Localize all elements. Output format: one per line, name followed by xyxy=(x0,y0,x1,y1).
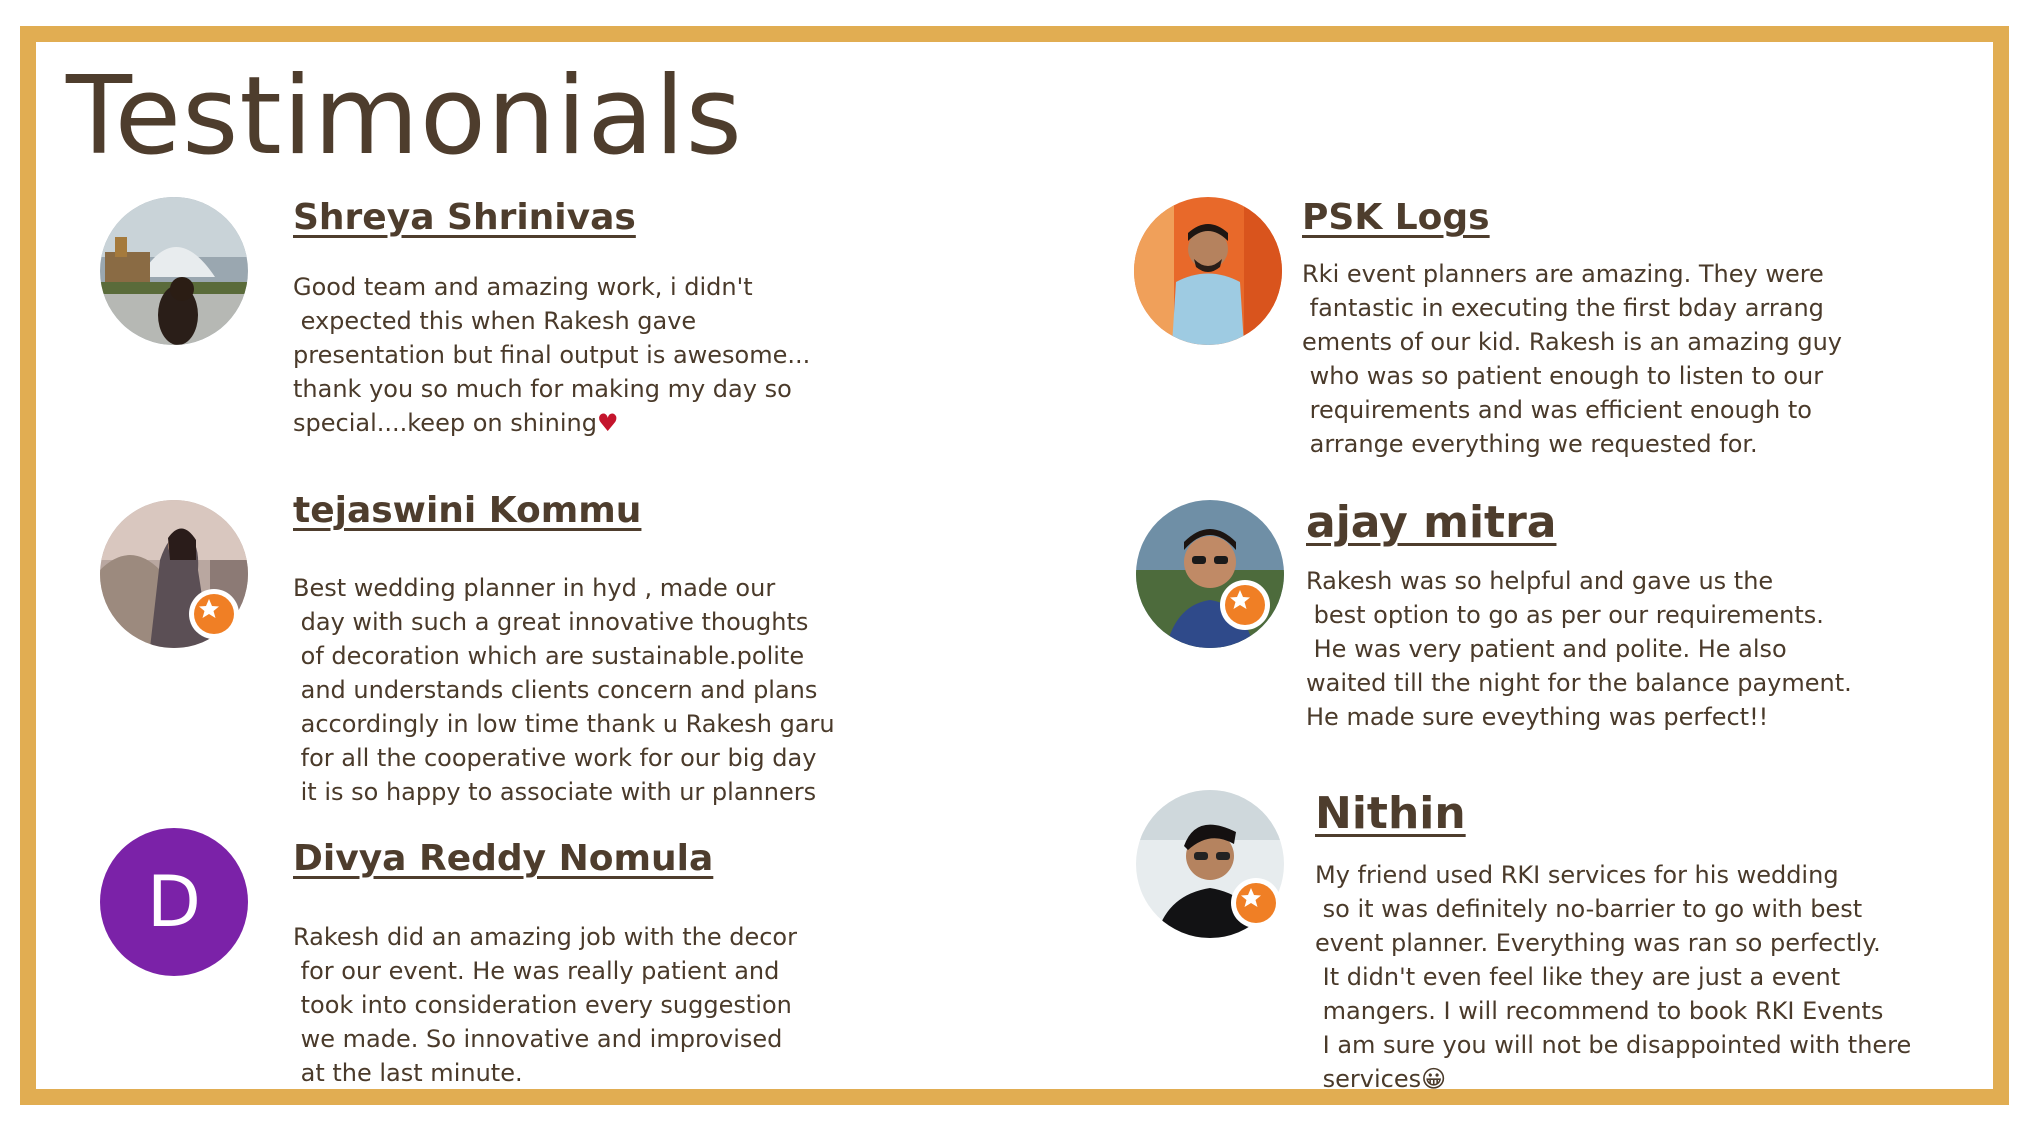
reviewer-name-tejaswini-kommu[interactable]: tejaswini Kommu xyxy=(293,490,642,531)
local-guide-star-icon xyxy=(1231,878,1281,928)
avatar-shreya-shrinivas[interactable] xyxy=(100,197,248,345)
avatar-photo xyxy=(100,197,248,345)
avatar-divya-reddy-nomula[interactable] xyxy=(100,828,248,976)
reviewer-name-ajay-mitra[interactable]: ajay mitra xyxy=(1306,497,1557,548)
local-guide-star-icon xyxy=(189,589,239,639)
reviewer-name-shreya-shrinivas[interactable]: Shreya Shrinivas xyxy=(293,197,636,238)
avatar-ajay-mitra[interactable] xyxy=(1136,500,1284,648)
page-title: Testimonials xyxy=(66,54,743,179)
review-text-nithin xyxy=(1315,858,1911,1096)
review-text-tejaswini-kommu: Best wedding planner in hyd , made our day with such a great innovative thoughts of decoration which are sustainable.polite and understands clients concern and plans accordingly in low time thank u Rakesh garu for all the cooperative work for our big day it is so happy to associate with ur planners xyxy=(293,574,835,806)
grinning-face-icon: 😀 xyxy=(1421,1065,1447,1093)
avatar-photo xyxy=(1134,197,1282,345)
review-body: My friend used RKI services for his wedding so it was definitely no-barrier to go with best event planner. Everything was ran so perfectly. It didn't even feel like they are just a event mangers. I will recommend to book RKI Events I am sure you will not be disappointed with there services xyxy=(1315,861,1912,1093)
review-body: Good team and amazing work, i didn't expected this when Rakesh gave presentation but final output is awesome... thank you so much for making my day so special....keep on shining xyxy=(293,273,811,437)
review-text-psk-logs: Rki event planners are amazing. They were fantastic in executing the first bday arrang ements of our kid. Rakesh is an amazing guy who was so patient enough to listen to our requirements and was efficient enough to arrange everything we requested for. xyxy=(1302,260,1843,458)
avatar-photo xyxy=(1136,500,1284,648)
reviewer-name-psk-logs[interactable]: PSK Logs xyxy=(1302,197,1490,238)
heart-icon: ♥ xyxy=(596,409,619,437)
review-text-ajay-mitra: Rakesh was so helpful and gave us the best option to go as per our requirements. He was very patient and polite. He also waited till the night for the balance payment. He made sure eveything was perfect!! xyxy=(1306,567,1852,731)
avatar-psk-logs[interactable] xyxy=(1134,197,1282,345)
review-text-shreya-shrinivas xyxy=(293,270,810,440)
review-text-divya-reddy-nomula: Rakesh did an amazing job with the decor for our event. He was really patient and took into consideration every suggestion we made. So innovative and improvised at the last minute. xyxy=(293,923,797,1087)
reviewer-name-divya-reddy-nomula[interactable]: Divya Reddy Nomula xyxy=(293,838,714,879)
avatar-letter: D xyxy=(147,861,201,943)
local-guide-star-icon xyxy=(1220,580,1270,630)
reviewer-name-nithin[interactable]: Nithin xyxy=(1315,788,1466,839)
